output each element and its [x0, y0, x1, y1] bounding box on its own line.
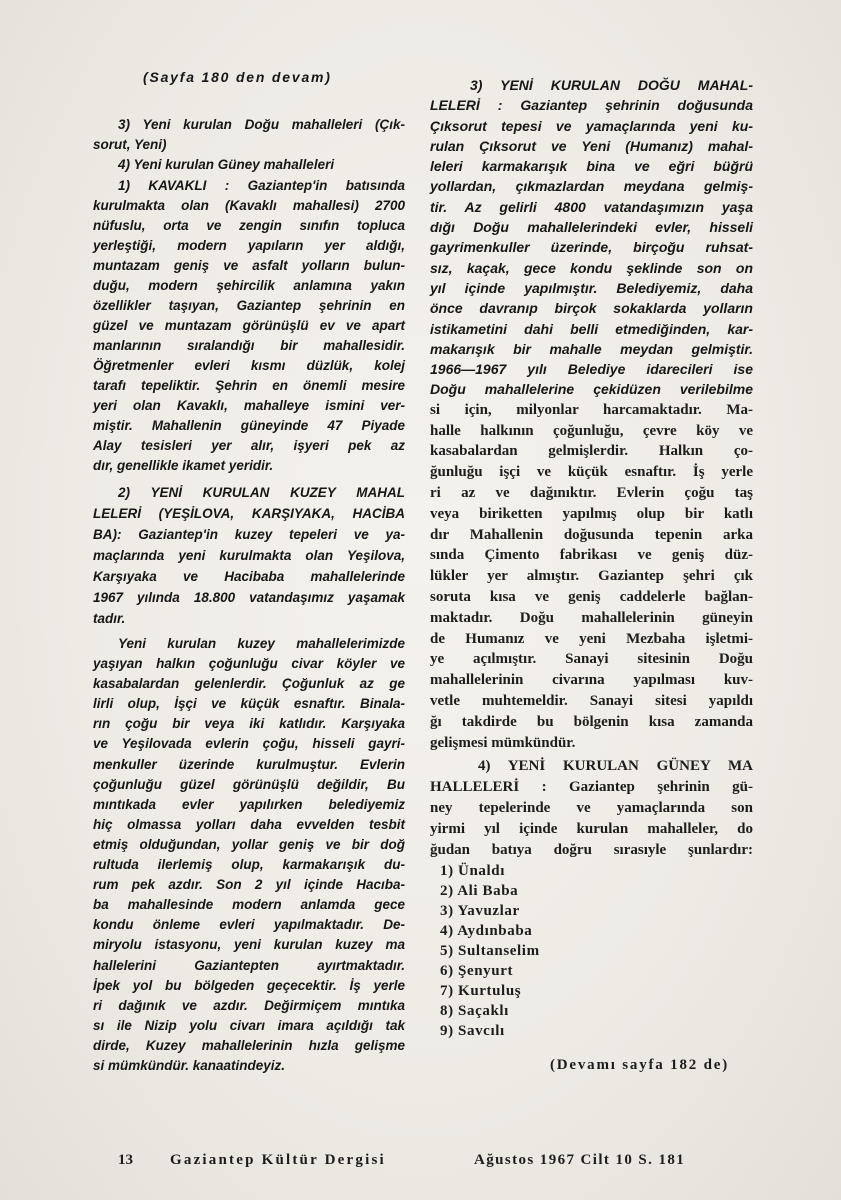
- text-line: ğudan batıya doğru sırasıyle şunlardır:: [430, 842, 753, 859]
- text-line: Öğretmenler evleri kısmı düzlük, kolej: [93, 358, 405, 373]
- text-line: ba mahallesinde modern anlamda gece: [93, 897, 405, 913]
- text-line: ğı takdirde bu bölgenin kısa zamanda: [430, 713, 753, 730]
- left-column: [93, 115, 405, 1076]
- text-line: Çıksorut tepesi ve yamaçlarında yeni ku-: [430, 117, 753, 134]
- heading-line: 4) Yeni kurulan Güney mahalleleri: [118, 157, 335, 172]
- text-line: dirde, Kuzey mahallelerinin hızla gelişme: [93, 1037, 405, 1053]
- text-line: ri az ve dağınıktır. Evlerin çoğu taş: [430, 484, 753, 501]
- text-line: gelişmesi mümkündür.: [430, 734, 576, 751]
- text-line: rın çoğu bir veya iki katlıdır. Karşıyaka: [93, 716, 405, 732]
- text-line: yaşıyan halkın çoğunluğu civar köyler ve: [93, 656, 405, 672]
- text-line: tarafı tepeliktir. Şehrin en önemli mesire: [93, 378, 405, 393]
- list-item: 8) Saçaklı: [440, 1003, 509, 1020]
- text-line: Yeni kurulan kuzey mahallelerimizde: [118, 636, 405, 651]
- text-line: rum pek azdır. Son 2 yıl içinde Hacıba-: [93, 877, 405, 893]
- page-footer: [0, 1150, 841, 1172]
- text-line: duğu, modern şehircilik anlamına yakın: [93, 278, 405, 293]
- text-line: sorut, Yeni): [93, 137, 167, 152]
- text-line: lirli olup, İşçi ve küçük esnaftır. Binala-: [93, 696, 405, 712]
- page-number: 13: [118, 1152, 133, 1168]
- text-line: özellikler taşıyan, Gaziantep şehrinin en: [93, 298, 405, 313]
- text-line: dır, genellikle ikamet yeridir.: [93, 458, 274, 473]
- text-line: mıntıkada evler yapılırken belediyemiz: [93, 796, 405, 812]
- text-line: Karşıyaka ve Hacibaba mahallelerinde: [93, 569, 405, 584]
- text-line: nüfuslu, orta ve zengin sınıfın topluca: [93, 218, 405, 233]
- text-line: rulan Çıksorut ve Yeni (Humanız) mahal-: [430, 137, 753, 154]
- heading-line: LELERİ (YEŞİLOVA, KARŞIYAKA, HACİBA: [93, 506, 405, 521]
- text-line: çoğunluğu güzel görünüşlü değildir, Bu: [93, 776, 405, 792]
- text-line: leleri karmakarışık bina ve eğri büğrü: [430, 158, 753, 175]
- text-line: dığı Doğu mahallelerindeki evler, hisseli: [430, 219, 753, 236]
- text-line: mahallelerinin civarına yapılması kuv-: [430, 672, 753, 689]
- text-line: güzel ve muntazam görünüşlü ev ve apart: [93, 318, 405, 333]
- text-line: kurulmakta olan (Kavaklı mahallesi) 2700: [93, 198, 405, 213]
- text-line: yeri olan Kavaklı, mahalleye ismini ver-: [93, 398, 405, 413]
- text-line: Alay tesisleri yer alır, işyeri pek az: [93, 438, 405, 453]
- text-line: yirmi yıl içinde kurulan mahalleler, do: [430, 821, 753, 838]
- continued-from-note: (Sayfa 180 den devam): [143, 69, 332, 85]
- text-line: miryolu istasyonu, yeni kurulan kuzey ma: [93, 937, 405, 953]
- text-line: kondu önleme evleri yapılmaktadır. De-: [93, 917, 405, 933]
- text-line: ye açılmıştır. Sanayi sitesinin Doğu: [430, 651, 753, 668]
- text-line: Doğu mahallelerine çekidüzen verilebilme: [430, 381, 753, 398]
- text-line: ney tepelerinde ve yamaçlarında son: [430, 800, 753, 817]
- text-line: veya biriketten yapılmış olup bir katlı: [430, 505, 753, 522]
- text-line: yollardan, çıkmazlardan meydana gelmiş-: [430, 178, 753, 195]
- right-column: [430, 75, 753, 1076]
- text-line: etmiş olduğundan, yollar geniş ve bir doğ: [93, 836, 405, 852]
- text-line: halle halkının çoğunluğu, çevre köy ve: [430, 422, 753, 439]
- north-paragraph: [93, 482, 405, 629]
- text-line: önce davranıp birçok sokaklarda yolların: [430, 300, 753, 317]
- text-line: kasabalardan gelenlerdir. Çoğunluk az ge: [93, 676, 405, 692]
- list-item: 6) Şenyurt: [440, 963, 514, 980]
- text-line: soruta kısa ve geniş caddelerle bağlan-: [430, 588, 753, 605]
- heading-line: 1) KAVAKLI : Gaziantep'in batısında: [118, 178, 405, 193]
- text-line: lükler yer almıştır. Gaziantep şehri çık: [430, 568, 753, 585]
- text-line: si için, milyonlar harcamaktadır. Ma-: [430, 401, 753, 418]
- list-item: 2) Ali Baba: [440, 883, 519, 900]
- text-line: tadır.: [93, 611, 126, 626]
- text-line: ri dağınık ve azdır. Değirmiçem mıntıka: [93, 997, 405, 1013]
- continued-on-note: (Devamı sayfa 182 de): [549, 1057, 729, 1074]
- heading-line: 3) Yeni kurulan Doğu mahalleleri (Çık-: [118, 117, 405, 132]
- text-line: vetle muhtemeldir. Sanayi sitesi yapıldı: [430, 692, 753, 709]
- text-line: hallelerini Gaziantepten ayırtmaktadır.: [93, 957, 405, 973]
- heading-line: 4) YENİ KURULAN GÜNEY MA: [478, 758, 753, 775]
- text-line: muntazam geniş ve asfalt yolların bulun-: [93, 258, 405, 273]
- text-line: manlarının sıralandığı bir mahallesidir.: [93, 338, 405, 353]
- east-paragraph: [430, 75, 753, 400]
- text-line: yerleştiği, modern yapıların yer aldığı,: [93, 238, 405, 253]
- magazine-title: Gaziantep Kültür Dergisi: [170, 1152, 386, 1168]
- list-item: 5) Sultanselim: [440, 943, 540, 960]
- east-paragraph-continued: [430, 400, 753, 754]
- text-line: sı ile Nizip yolu civarı imara açıldığı tak: [93, 1017, 405, 1033]
- text-line: istikametini dahi belli etmediğinden, kar-: [430, 320, 753, 337]
- list-item: 1) Ünaldı: [440, 863, 505, 880]
- text-line: İpek yol bu bölgeden geçecektir. İş yerle: [93, 977, 405, 993]
- text-line: BA): Gaziantep'in kuzey tepeleri ve ya-: [93, 527, 405, 542]
- list-item: 3) Yavuzlar: [440, 903, 520, 920]
- east-south-intro: [93, 115, 405, 175]
- text-line: dır Mahallenin doğusunda tepenin arka: [430, 526, 753, 543]
- text-line: 1967 yılında 18.800 vatandaşımız yaşamak: [93, 590, 405, 605]
- text-line: sında Çimento fabrikası ve geniş düz-: [430, 547, 753, 564]
- text-line: yıl içinde yapılmıştır. Belediyemiz, daha: [430, 279, 753, 296]
- text-line: menkuller üzerinde kurulmuştur. Evlerin: [93, 756, 405, 772]
- heading-line: LELERİ : Gaziantep şehrinin doğusunda: [430, 97, 753, 114]
- text-line: kasabalardan gelmişlerdir. Halkın ço-: [430, 443, 753, 460]
- text-line: makarışık bir mahalle meydan gelmiştir.: [430, 340, 753, 357]
- south-paragraph: [430, 756, 753, 861]
- issue-info: Ağustos 1967 Cilt 10 S. 181: [474, 1152, 686, 1168]
- list-item: 4) Aydınbaba: [440, 923, 533, 940]
- text-line: 1966—1967 yılı Belediye idarecileri ise: [430, 361, 753, 378]
- list-item: 7) Kurtuluş: [440, 983, 522, 1000]
- text-line: tir. Az gelirli 4800 vatandaşımızın yaşa: [430, 198, 753, 215]
- heading-line: 3) YENİ KURULAN DOĞU MAHAL-: [470, 77, 753, 93]
- north-details-paragraph: [93, 634, 405, 1076]
- text-line: hiç olmassa yolları daha evvelden tesbit: [93, 816, 405, 832]
- text-line: ğunluğu işçi ve küçük esnaftır. İş yerle: [430, 464, 753, 481]
- list-item: 9) Savcılı: [440, 1023, 505, 1040]
- text-line: de Humanız ve yeni Mezbaha işletmi-: [430, 630, 753, 647]
- text-line: miştir. Mahallenin güneyinde 47 Piyade: [93, 418, 405, 433]
- kavakli-paragraph: [93, 176, 405, 476]
- text-line: sız, kaçak, gece kondu şeklinde son on: [430, 259, 753, 276]
- text-line: rultuda ilerlemiş olup, karmakarışık du-: [93, 857, 405, 873]
- text-line: ve Yeşilovada evlerin çoğu, hisseli gayri-: [93, 736, 405, 752]
- heading-line: HALLELERİ : Gaziantep şehrinin gü-: [430, 779, 753, 796]
- text-line: si mümkündür. kanaatindeyiz.: [93, 1057, 286, 1073]
- neighborhood-list: [430, 861, 753, 1041]
- text-line: maktadır. Doğu mahallelerinin güneyin: [430, 609, 753, 626]
- heading-line: 2) YENİ KURULAN KUZEY MAHAL: [118, 485, 405, 500]
- text-line: maçlarında yeni kurulmakta olan Yeşilova,: [93, 548, 405, 563]
- text-line: gayrimenkuller üzerinde, birçoğu ruhsat-: [430, 239, 753, 256]
